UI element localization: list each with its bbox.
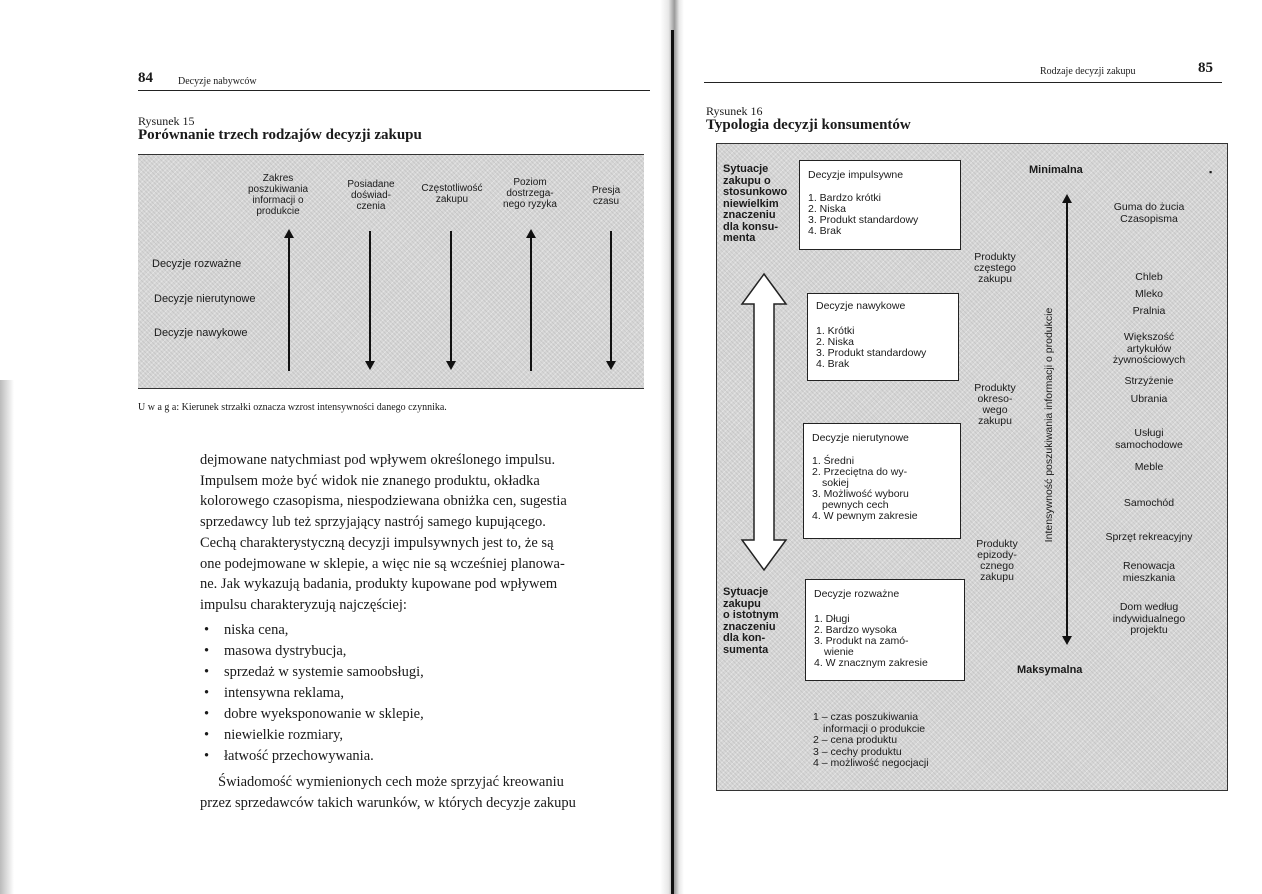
row-label: Decyzje nierutynowe: [154, 293, 256, 305]
figure-label: Rysunek 16: [706, 104, 763, 118]
situation-line: dla konsu-: [723, 220, 779, 233]
example-item: Sprzęt rekreacyjny: [1105, 531, 1193, 543]
decision-box-habitual: [807, 293, 959, 381]
header-rule: [704, 82, 1222, 83]
box-item: 1. Średni: [812, 455, 855, 467]
page-number: 85: [1198, 60, 1213, 76]
box-title: Decyzje impulsywne: [808, 169, 904, 181]
example-line: Dom według: [1119, 601, 1179, 613]
situation-line: zakupu o: [723, 174, 771, 187]
box-item: pewnych cech: [822, 499, 889, 511]
box-item: 4. W pewnym zakresie: [812, 510, 918, 522]
box-item: 2. Niska: [816, 336, 854, 348]
text-line: ne. Jak wykazują badania, produkty kupowane pod wpływem: [200, 576, 558, 593]
bullet-list: [200, 620, 424, 767]
example-item: [1079, 561, 1219, 584]
text-line: Impulsem może być widok nie znanego produktu, okładka: [200, 472, 540, 489]
box-item: wienie: [824, 646, 854, 658]
situation-line: niewielkim: [723, 197, 779, 210]
box-item: 1. Krótki: [816, 325, 855, 337]
box-item: 4. W znacznym zakresie: [814, 657, 928, 669]
column-header: Częstotliwość zakupu: [421, 183, 483, 205]
box-title: Decyzje nawykowe: [816, 300, 906, 312]
example-line: artykułów: [1126, 342, 1172, 355]
figure-16: [716, 143, 1228, 791]
box-item: 3. Możliwość wyboru: [812, 488, 909, 500]
example-item: Mleko: [1134, 288, 1163, 300]
text-line: Cechą charakterystyczną decyzji impulsywnych jest to, że są: [200, 534, 554, 551]
text-line: przez sprzedawców takich warunków, w których decyzje zakupu: [200, 795, 576, 811]
label-line: zakupu: [978, 415, 1012, 427]
body-paragraph: [200, 450, 652, 616]
figure-legend: [813, 712, 929, 770]
example-item: Pralnia: [1132, 305, 1166, 317]
closing-paragraph: [200, 772, 652, 814]
example-line: projektu: [1130, 624, 1168, 636]
list-item: • niewielkie rozmiary,: [200, 725, 424, 746]
right-page: [690, 0, 1262, 894]
row-label: Decyzje nawykowe: [154, 327, 248, 339]
decision-box-nonroutine: [803, 423, 961, 539]
figure-title: Typologia decyzji konsumentów: [706, 117, 911, 133]
label-line: Produkty: [974, 251, 1016, 263]
decision-box-deliberate: [805, 579, 965, 681]
product-label: [965, 383, 1025, 427]
situation-line: znaczeniu: [723, 209, 776, 221]
legend-line: 4 – możliwość negocjacji: [813, 757, 929, 769]
decision-box-impulsive: [799, 160, 961, 250]
legend-line: 2 – cena produktu: [813, 734, 898, 746]
product-label: [965, 252, 1025, 285]
header-rule: [138, 90, 650, 91]
box-item: 3. Produkt na zamó-: [814, 635, 909, 647]
example-item: Samochód: [1123, 497, 1175, 509]
text-line: sprzedawcy lub też sprzyjający nastrój samego kupującego.: [200, 514, 546, 531]
example-line: samochodowe: [1115, 438, 1183, 451]
box-item: 4. Brak: [816, 358, 850, 370]
box-item: sokiej: [822, 477, 849, 489]
column-header: Presja czasu: [591, 185, 621, 207]
situation-line: dla kon-: [723, 632, 766, 644]
situation-line: znaczeniu: [723, 620, 776, 633]
label-line: wego: [982, 404, 1008, 416]
running-head: Decyzje nabywców: [178, 76, 257, 87]
situation-label-top: [723, 164, 787, 245]
list-item: • sprzedaż w systemie samoobsługi,: [200, 662, 424, 683]
situation-line: sumenta: [723, 643, 769, 656]
list-item: • intensywna reklama,: [200, 683, 424, 704]
label-line: zakupu: [980, 571, 1014, 583]
box-item: 2. Przeciętna do wy-: [812, 466, 908, 478]
example-line: mieszkania: [1122, 571, 1176, 584]
box-title: Decyzje nierutynowe: [812, 432, 909, 444]
example-item: Meble: [1134, 461, 1164, 473]
box-title: Decyzje rozważne: [814, 588, 900, 600]
text-line: kolorowego czasopisma, niespodziewana obniżka cen, sugestia: [200, 493, 567, 510]
label-line: Produkty: [974, 382, 1016, 394]
column-header: Posiadane doświad- czenia: [347, 179, 395, 212]
page-number: 84: [138, 70, 153, 86]
figure-title: Porównanie trzech rodzajów decyzji zakupu: [138, 127, 422, 143]
situation-label-bottom: [723, 587, 779, 656]
label-line: okreso-: [977, 393, 1013, 405]
box-item: 3. Produkt standardowy: [808, 214, 919, 226]
example-line: Większość: [1123, 331, 1175, 343]
text-line: dejmowane natychmiast pod wpływem określonego impulsu.: [200, 452, 556, 468]
label-line: cznego: [980, 560, 1014, 572]
box-item: 1. Bardzo krótki: [808, 192, 881, 204]
row-label: Decyzje rozważne: [152, 258, 242, 270]
text-line: Świadomość wymienionych cech może sprzyjać kreowaniu: [218, 774, 564, 790]
list-item: • łatwość przechowywania.: [200, 746, 424, 767]
example-item: [1079, 428, 1219, 451]
example-item: Ubrania: [1130, 393, 1168, 405]
book-spine-line: [671, 30, 674, 894]
label-line: Produkty: [976, 538, 1018, 550]
legend-line: informacji o produkcie: [823, 722, 926, 735]
situation-line: zakupu: [723, 597, 761, 610]
example-line: Renowacja: [1123, 560, 1175, 572]
situation-line: menta: [723, 232, 756, 244]
figure-note: U w a g a: Kierunek strzałki oznacza wzrost intensywności danego czynnika.: [138, 402, 447, 413]
example-line: żywnościowych: [1112, 354, 1186, 366]
situation-line: o istotnym: [723, 609, 779, 621]
running-head: Rodzaje decyzji zakupu: [1040, 66, 1136, 77]
legend-line: 3 – cechy produktu: [813, 745, 902, 758]
box-item: 1. Długi: [814, 613, 850, 625]
axis-bottom-label: Maksymalna: [1017, 664, 1083, 676]
box-item: 3. Produkt standardowy: [816, 347, 927, 359]
box-item: 2. Bardzo wysoka: [814, 624, 897, 636]
axis-label: Intensywność poszukiwania informacji o produkcie: [1043, 307, 1055, 543]
figure-15: [138, 154, 644, 389]
column-header: Zakres poszukiwania informacji o produkcie: [247, 173, 309, 217]
example-item: Chleb: [1135, 271, 1163, 283]
product-label: [967, 539, 1027, 583]
example-item: [1079, 332, 1219, 367]
example-item: [1079, 202, 1219, 225]
label-line: częstego: [973, 262, 1017, 274]
situation-line: stosunkowo: [723, 186, 788, 198]
text-line: impulsu charakteryzują najczęściej:: [200, 596, 407, 613]
label-line: epizody-: [977, 549, 1017, 561]
axis-top-label: Minimalna: [1029, 164, 1083, 176]
example-line: Guma do żucia: [1113, 201, 1185, 213]
situation-line: Sytuacje: [723, 163, 769, 175]
box-item: 4. Brak: [808, 225, 842, 237]
example-line: Usługi: [1134, 427, 1164, 439]
column-header: Poziom dostrzega- nego ryzyka: [503, 177, 557, 210]
example-line: indywidualnego: [1112, 612, 1186, 625]
list-item: • dobre wyeksponowanie w sklepie,: [200, 704, 424, 725]
example-item: Strzyżenie: [1124, 375, 1174, 387]
example-line: Czasopisma: [1120, 212, 1178, 225]
text-line: one podejmowane w sklepie, a więc nie są wcześniej planowa-: [200, 555, 565, 572]
label-line: zakupu: [978, 273, 1012, 285]
box-item: 2. Niska: [808, 203, 846, 215]
figure-label: Rysunek 15: [138, 114, 195, 128]
list-item: • niska cena,: [200, 620, 424, 641]
double-arrow-icon: [739, 272, 789, 572]
legend-line: 1 – czas poszukiwania: [813, 711, 919, 723]
example-item: [1079, 602, 1219, 637]
situation-line: Sytuacje: [723, 586, 769, 598]
small-mark: ▪: [1209, 167, 1213, 177]
list-item: • masowa dystrybucja,: [200, 641, 424, 662]
